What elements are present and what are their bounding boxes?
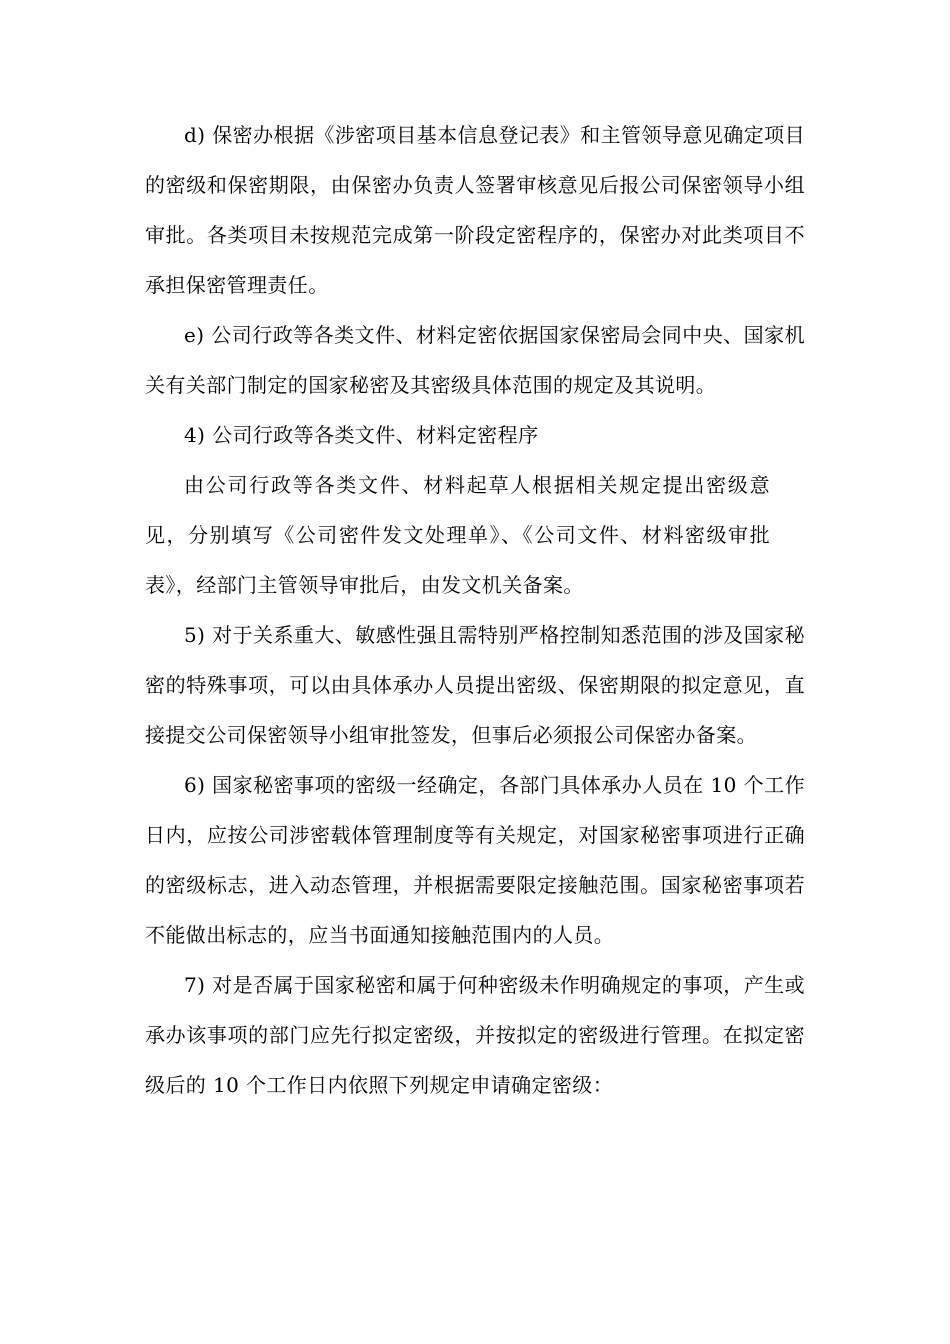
paragraph-4-body: 由公司行政等各类文件、材料起草人根据相关规定提出密级意见，分别填写《公司密件发文处理单》、《公司文件、材料密级审批表》，经部门主管领导审批后，由发文机关备案。 <box>145 473 770 597</box>
paragraph-7: 7) 对是否属于国家秘密和属于何种密级未作明确规定的事项，产生或承办该事项的部门应先行拟定密级，并按拟定的密级进行管理。在拟定密级后的 10 个工作日内依照下列规定申请确定密级： <box>145 973 805 1097</box>
paragraph-5: 5) 对于关系重大、敏感性强且需特别严格控制知悉范围的涉及国家秘密的特殊事项，可以由具体承办人员提出密级、保密期限的拟定意见，直接提交公司保密领导小组审批签发，但事后必须报公司保密办备案。 <box>145 623 805 747</box>
paragraph-4: 4) 公司行政等各类文件、材料定密程序 <box>184 423 539 447</box>
paragraph-d: d) 保密办根据《涉密项目基本信息登记表》和主管领导意见确定项目的密级和保密期限，由保密办负责人签署审核意见后报公司保密领导小组审批。各类项目未按规范完成第一阶段定密程序的，保密办对此类项目不承担保密管理责任。 <box>145 123 805 297</box>
paragraph-e: e) 公司行政等各类文件、材料定密依据国家保密局会同中央、国家机关有关部门制定的国家秘密及其密级具体范围的规定及其说明。 <box>145 323 805 397</box>
paragraph-6: 6) 国家秘密事项的密级一经确定，各部门具体承办人员在 10 个工作日内，应按公司涉密载体管理制度等有关规定，对国家秘密事项进行正确的密级标志，进入动态管理，并根据需要限定接触范围。国家秘密事项若不能做出标志的，应当书面通知接触范围内的人员。 <box>145 773 805 947</box>
document-body <box>145 110 805 1110</box>
